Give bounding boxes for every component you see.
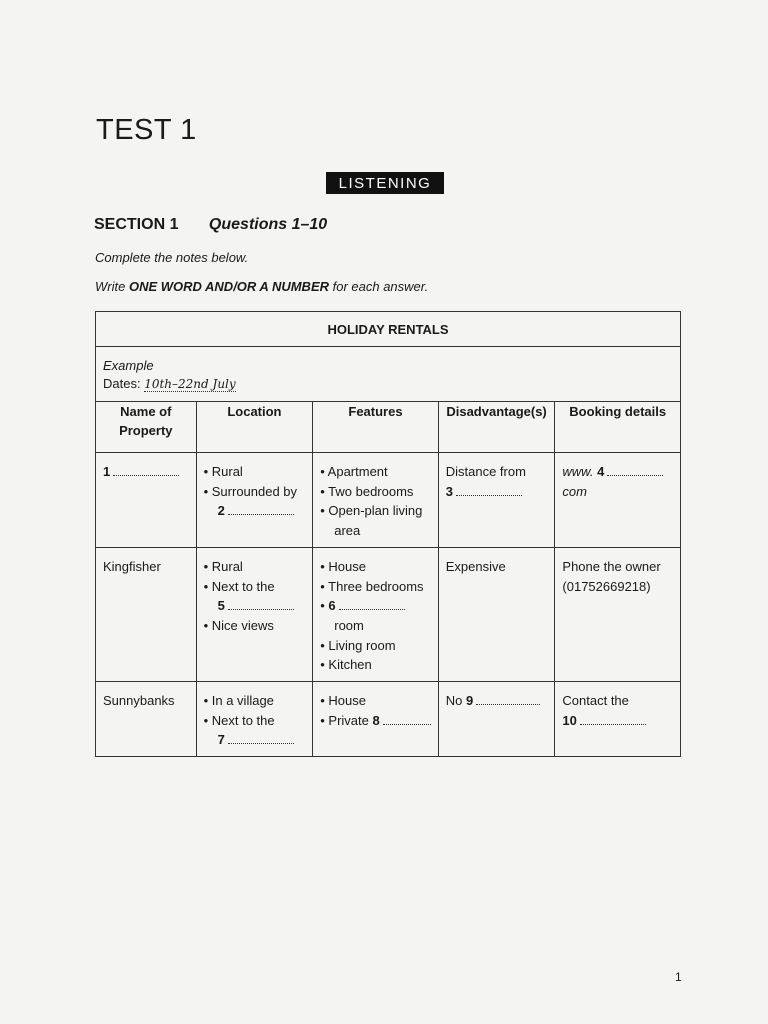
answer-number-10: 10 [562, 712, 577, 728]
section-questions: Questions 1–10 [208, 216, 328, 233]
row2-feat5: • Living room [320, 637, 396, 653]
instruction-prefix: Write [95, 279, 129, 294]
row1-feat2: • Two bedrooms [320, 483, 414, 499]
answer-gap-10[interactable] [580, 712, 646, 725]
example-label: Example [103, 358, 154, 373]
answer-gap-6[interactable] [339, 597, 405, 610]
answer-number-2: 2 [217, 503, 225, 519]
header-name-line1: Name of [120, 404, 172, 419]
header-disadvantages: Disadvantage(s) [438, 402, 555, 453]
row3-booking [555, 682, 681, 757]
answer-gap-1[interactable] [113, 463, 179, 476]
answer-gap-8[interactable] [383, 712, 431, 725]
example-dates [103, 376, 673, 391]
instruction-suffix: for each answer. [329, 279, 429, 294]
row2-loc2: • Next to the [203, 578, 275, 594]
answer-gap-9[interactable] [476, 692, 540, 705]
row1-dis1: Distance from [445, 464, 526, 479]
answer-number-3: 3 [445, 483, 453, 499]
row3-feat2-prefix: • Private [320, 712, 373, 728]
instruction-word-limit [95, 279, 428, 294]
header-name-line2: Property [119, 423, 173, 438]
instruction-bold: ONE WORD AND/OR A NUMBER [128, 279, 329, 294]
row2-feat3-bullet: • [320, 598, 329, 614]
row1-loc2: • Surrounded by [203, 483, 298, 499]
row2-features [313, 547, 438, 681]
row1-feat1: • Apartment [320, 464, 388, 479]
table-row [96, 682, 681, 757]
row3-name [96, 682, 197, 757]
answer-gap-3[interactable] [456, 483, 522, 496]
section-heading [94, 216, 327, 234]
row3-disadvantages [438, 682, 555, 757]
row2-location [196, 547, 313, 681]
row2-booking [555, 547, 681, 681]
row1-features [313, 453, 438, 548]
row1-feat4: area [334, 523, 361, 539]
row3-loc1: • In a village [203, 693, 274, 709]
row1-book-www: www. [562, 464, 598, 479]
answer-number-4: 4 [597, 464, 605, 479]
answer-number-5: 5 [217, 598, 225, 614]
row3-book1: Contact the [562, 693, 629, 709]
row1-disadvantages [438, 453, 555, 548]
row2-name [96, 547, 197, 681]
row3-name-text: Sunnybanks [103, 693, 175, 709]
row2-feat1: • House [320, 558, 366, 574]
row1-location [196, 453, 313, 548]
row2-dis1: Expensive [445, 558, 506, 574]
header-booking: Booking details [555, 402, 681, 453]
row2-feat2: • Three bedrooms [320, 578, 424, 594]
row3-loc2: • Next to the [203, 712, 275, 728]
row1-feat3: • Open-plan living [320, 503, 423, 519]
header-name [96, 402, 197, 453]
page-number: 1 [675, 970, 682, 984]
listening-badge: LISTENING [326, 172, 444, 194]
row2-loc1: • Rural [203, 558, 243, 574]
header-features: Features [313, 402, 438, 453]
table-title: HOLIDAY RENTALS [96, 312, 681, 347]
answer-gap-4[interactable] [607, 463, 663, 476]
example-cell [96, 347, 681, 402]
row2-loc4: • Nice views [203, 617, 274, 633]
header-location: Location [196, 402, 313, 453]
row2-feat6: • Kitchen [320, 657, 372, 673]
example-dates-value: 10th–22nd July [144, 377, 236, 391]
table-row [96, 547, 681, 681]
answer-gap-5[interactable] [228, 597, 294, 610]
table-header-row [96, 402, 681, 453]
section-label: SECTION 1 [94, 216, 179, 233]
row3-features [313, 682, 438, 757]
row2-book2: (01752669218) [562, 578, 651, 594]
answer-number-6: 6 [328, 598, 336, 614]
row2-book1: Phone the owner [562, 558, 661, 574]
instruction-complete-notes: Complete the notes below. [95, 250, 249, 265]
example-dates-label: Dates: [103, 376, 145, 391]
table-row [96, 453, 681, 548]
row2-disadvantages [438, 547, 555, 681]
answer-gap-7[interactable] [228, 731, 294, 744]
row3-location [196, 682, 313, 757]
row3-dis-prefix: No [445, 693, 466, 709]
row1-book-com: com [562, 483, 587, 499]
holiday-rentals-table [95, 311, 681, 757]
row2-name-text: Kingfisher [103, 558, 161, 574]
answer-gap-2[interactable] [228, 502, 294, 515]
answer-number-9: 9 [465, 693, 474, 709]
row2-feat4: room [334, 617, 364, 633]
test-title: TEST 1 [96, 114, 197, 146]
row1-name [96, 453, 197, 548]
answer-number-1: 1 [103, 464, 111, 479]
row1-booking [555, 453, 681, 548]
row1-loc1: • Rural [203, 464, 243, 479]
row3-feat1: • House [320, 693, 366, 709]
answer-number-8: 8 [372, 712, 380, 728]
answer-number-7: 7 [217, 732, 225, 748]
